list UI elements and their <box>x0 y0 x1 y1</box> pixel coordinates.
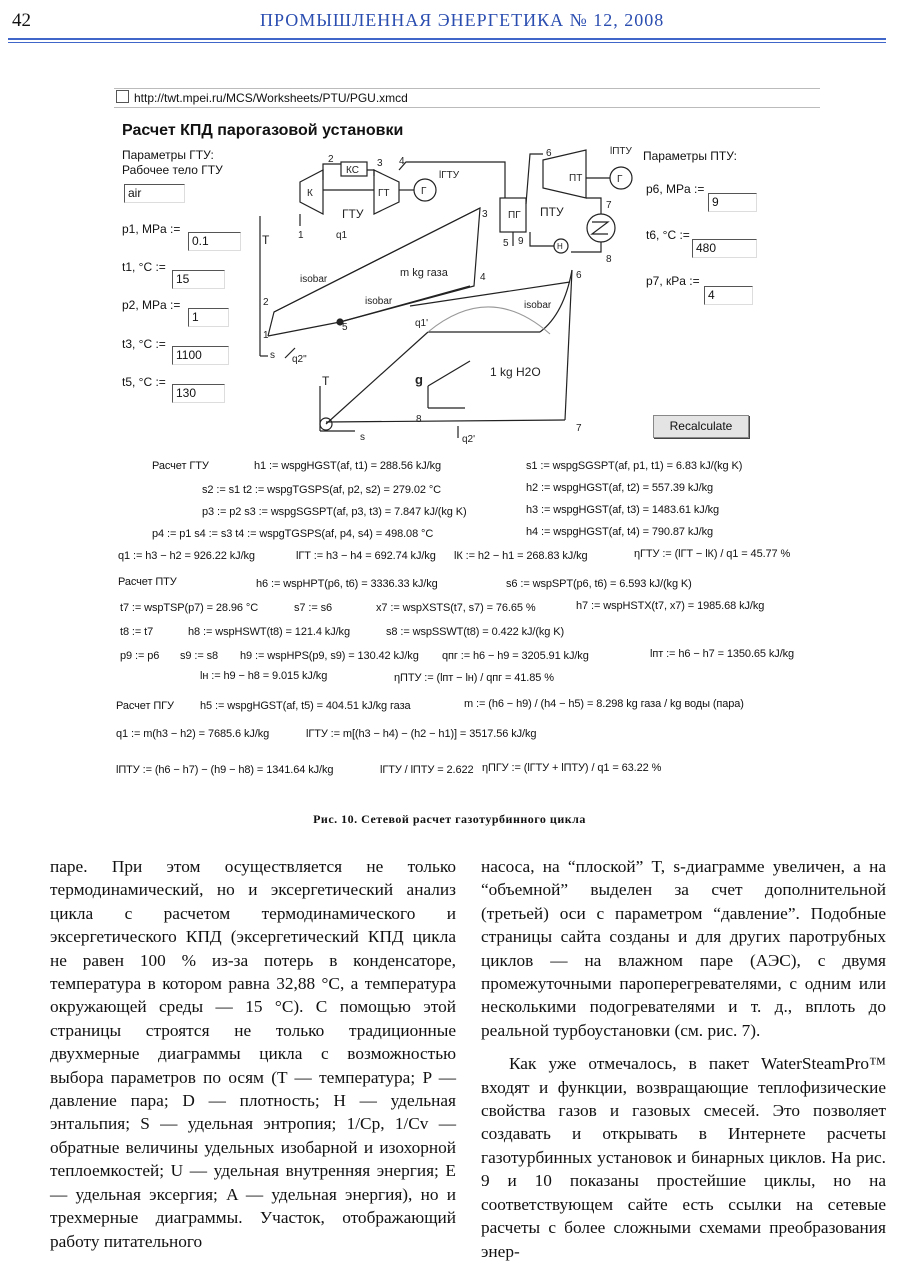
calc-line: x7 := wspXSTS(t7, s7) = 76.65 % <box>376 602 536 614</box>
calc-line: p3 := p2 s3 := wspgSGSPT(af, p3, t3) = 7.847 kJ/(kg K) <box>202 506 467 518</box>
l-ptu-label: lПТУ <box>610 146 632 157</box>
paragraph: паре. При этом осуществляется не только термодинамический, но и эксергетический анализ цикла с расчетом термодинамического и эксергетического КПД (эксергетический КПД цикла не равен 100 % из-за потерь в конденсаторе, температура в котором равна 32,88 °С, а температура окружающей среды — 15 °С). С помощью этой страницы строятся не только традиционные двухмерные диаграммы цикла с возможностью выбора параметров по осям (T — температура; P — давление пара; D — плотность; H — удельная энтальпия; S — удельная энтропия; 1/Cp, 1/Cv — обратные величины удельных изобарной и изохорной теплоемкостей; U — удельная внутренняя энергия; E — удельная эксергия; A — удельная энергия), но и трехмерные диаграммы. Участок, отображающий работу питательного <box>50 857 456 1251</box>
calc-line: h5 := wspgHGST(af, t5) = 404.51 kJ/kg газа <box>200 700 411 712</box>
calc-line: p4 := p1 s4 := s3 t4 := wspgTGSPS(af, p4, s4) = 498.08 °C <box>152 528 434 540</box>
svg-text:1: 1 <box>263 330 269 341</box>
isobar-label-2: isobar <box>365 296 393 307</box>
calc-line: s7 := s6 <box>294 602 333 614</box>
calc-line: lК := h2 − h1 = 268.83 kJ/kg <box>454 550 588 562</box>
calc-line: q1 := h3 − h2 = 926.22 kJ/kg <box>118 550 255 562</box>
t1-input[interactable]: 15 <box>172 270 225 289</box>
gtu-s-axis: s <box>270 350 275 361</box>
calc-line: q1 := m(h3 − h2) = 7685.6 kJ/kg <box>116 728 270 740</box>
calc-section-gtu: Расчет ГТУ <box>152 460 209 472</box>
m-kg-label: m kg газа <box>400 267 448 279</box>
p7-label: p7, кPa := <box>646 274 700 288</box>
calc-line: t8 := t7 <box>120 626 154 638</box>
p1-label: p1, МPa := <box>122 222 181 236</box>
svg-text:6: 6 <box>576 270 582 281</box>
calc-section-ptu: Расчет ПТУ <box>118 576 177 588</box>
svg-text:4: 4 <box>399 156 405 167</box>
q2p-label: q2' <box>462 434 476 445</box>
calc-line: s8 := wspSSWT(t8) = 0.422 kJ/(kg K) <box>386 626 565 638</box>
n-label: Н <box>557 242 563 251</box>
svg-text:4: 4 <box>480 272 486 283</box>
svg-text:6: 6 <box>546 148 552 159</box>
header-rule <box>8 38 886 40</box>
calc-section-pgu: Расчет ПГУ <box>116 700 174 712</box>
p6-input[interactable]: 9 <box>708 193 757 212</box>
svg-text:2: 2 <box>328 154 334 165</box>
gt-label: ГТ <box>378 188 390 199</box>
svg-text:3: 3 <box>377 158 383 169</box>
svg-text:5: 5 <box>342 322 348 333</box>
p2-input[interactable]: 1 <box>188 308 229 327</box>
h2o-label: 1 kg H2O <box>490 365 541 379</box>
svg-text:7: 7 <box>576 423 582 434</box>
q2pp-label: q2" <box>292 354 307 365</box>
calc-line: h3 := wspgHGST(af, t3) = 1483.61 kJ/kg <box>526 504 720 516</box>
k-label: К <box>307 188 313 199</box>
l-gtu-label: lГТУ <box>439 170 460 181</box>
calc-line: h7 := wspHSTX(t7, x7) = 1985.68 kJ/kg <box>576 600 765 612</box>
calc-line: s9 := s8 <box>180 650 219 662</box>
g1-label: Г <box>421 186 427 197</box>
svg-text:9: 9 <box>518 236 524 247</box>
svg-text:8: 8 <box>606 254 612 265</box>
t6-input[interactable]: 480 <box>692 239 757 258</box>
calc-line: ηПГУ := (lГТУ + lПТУ) / q1 = 63.22 % <box>482 762 662 774</box>
figure-title: Расчет КПД парогазовой установки <box>122 122 404 139</box>
calc-line: p9 := p6 <box>120 650 160 662</box>
p7-input[interactable]: 4 <box>704 286 753 305</box>
paragraph: Как уже отмечалось, в пакет WaterSteamPro™ входят и функции, возвращающие теплофизические свойства газов и газовых смесей. Это позволяет создавать и открывать в Интернете расчеты газотурбинных установок и бинарных циклов. На рис. 9 и 10 показаны простейшие циклы, но на соответствующем сайте есть ссылки на сетевые расчеты с более сложными схемами преобразования энер- <box>481 1054 886 1261</box>
t5-input[interactable]: 130 <box>172 384 225 403</box>
isobar-label-3: isobar <box>524 300 552 311</box>
t5-label: t5, °C := <box>122 375 166 389</box>
text-column-right <box>481 855 886 1263</box>
recalculate-button[interactable]: Recalculate <box>653 415 749 438</box>
calc-line: h4 := wspgHGST(af, t4) = 790.87 kJ/kg <box>526 526 714 538</box>
ptu-label: ПТУ <box>540 205 564 219</box>
calc-line: ηГТУ := (lГТ − lК) / q1 = 45.77 % <box>634 548 791 560</box>
calc-line: ηПТУ := (lпт − lн) / qпг = 41.85 % <box>394 672 554 684</box>
q1p-label: q1' <box>415 318 429 329</box>
figure-screenshot <box>110 86 824 786</box>
calc-line: lн := h9 − h8 = 9.015 kJ/kg <box>200 670 328 682</box>
calc-line: m := (h6 − h9) / (h4 − h5) = 8.298 kg газа / kg воды (пара) <box>464 698 744 710</box>
gtu-label: ГТУ <box>342 207 364 221</box>
ptu-T-axis: T <box>322 374 330 388</box>
t6-label: t6, °C := <box>646 228 690 242</box>
page-number: 42 <box>12 10 31 31</box>
calc-line: s6 := wspSPT(p6, t6) = 6.593 kJ/(kg K) <box>506 578 692 590</box>
gtu-params-label: Параметры ГТУ: <box>122 148 214 162</box>
calc-line: t7 := wspTSP(p7) = 28.96 °C <box>120 602 259 614</box>
text-column-left <box>50 855 456 1253</box>
pg-label: ПГ <box>508 210 521 221</box>
pt-label: ПТ <box>569 173 583 184</box>
gtu-cycle-line <box>268 208 480 336</box>
saturation-dome <box>428 307 550 334</box>
calc-line: h1 := wspgHGST(af, t1) = 288.56 kJ/kg <box>254 460 442 472</box>
calc-line: lГТ := h3 − h4 = 692.74 kJ/kg <box>296 550 436 562</box>
t3-input[interactable]: 1100 <box>172 346 229 365</box>
svg-text:8: 8 <box>416 414 422 425</box>
svg-text:5: 5 <box>503 238 509 249</box>
ptu-params-label: Параметры ПТУ: <box>643 149 737 163</box>
calc-line: s2 := s1 t2 := wspgTGSPS(af, p2, s2) = 279.02 °C <box>202 484 441 496</box>
calc-line: h6 := wspHPT(p6, t6) = 3336.33 kJ/kg <box>256 578 438 590</box>
journal-title: ПРОМЫШЛЕННАЯ ЭНЕРГЕТИКА № 12, 2008 <box>260 10 665 30</box>
header-rule-thin <box>8 42 886 43</box>
calc-line: lпт := h6 − h7 = 1350.65 kJ/kg <box>650 648 795 660</box>
calc-line: h2 := wspgHGST(af, t2) = 557.39 kJ/kg <box>526 482 714 494</box>
condenser-shape <box>587 214 615 242</box>
calc-line: lГТУ := m[(h3 − h4) − (h2 − h1)] = 3517.56 kJ/kg <box>306 728 537 740</box>
p2-label: p2, МPa := <box>122 298 181 312</box>
svg-text:1: 1 <box>298 230 304 241</box>
cycle-diagrams <box>110 86 824 446</box>
calc-line: qпг := h6 − h9 = 3205.91 kJ/kg <box>442 650 589 662</box>
p6-label: p6, МPa := <box>646 182 705 196</box>
p1-input[interactable]: 0.1 <box>188 232 241 251</box>
calc-line: h9 := wspHPS(p9, s9) = 130.42 kJ/kg <box>240 650 419 662</box>
ptu-s-axis: s <box>360 432 365 443</box>
figure-caption: Рис. 10. Сетевой расчет газотурбинного цикла <box>313 812 586 826</box>
paragraph: насоса, на “плоской” T, s-диаграмме увеличен, а на “объемной” выделен за счет дополнительной (третьей) оси с параметром “давление”. Подобные страницы сайта созданы и для других паротрубных циклов — на влажном паре (АЭС), с двумя промежуточными пароперегревателями, с одним или несколькими подогревателями и т. д., вплоть до реальной турбоустановки (см. рис. 7). <box>481 857 886 1040</box>
ks-label: КС <box>346 165 359 176</box>
isobar-label-1: isobar <box>300 274 328 285</box>
g-label: g <box>415 372 423 387</box>
calc-line: lГТУ / lПТУ = 2.622 <box>380 764 474 776</box>
calc-line: h8 := wspHSWT(t8) = 121.4 kJ/kg <box>188 626 350 638</box>
calc-line: s1 := wspgSGSPT(af, p1, t1) = 6.83 kJ/(kg K) <box>526 460 743 472</box>
ptu-heating-line <box>326 332 428 424</box>
q1-label: q1 <box>336 230 348 241</box>
g2-label: Г <box>617 174 623 185</box>
t1-label: t1, °C := <box>122 260 166 274</box>
calc-line: lПТУ := (h6 − h7) − (h9 − h8) = 1341.64 kJ/kg <box>116 764 334 776</box>
gtu-T-axis: T <box>262 233 270 247</box>
url-text: http://twt.mpei.ru/MCS/Worksheets/PTU/PGU.xmcd <box>134 91 408 105</box>
svg-text:7: 7 <box>606 200 612 211</box>
svg-text:2: 2 <box>263 297 269 308</box>
gtu-fluid-input[interactable]: air <box>124 184 185 203</box>
gtu-fluid-label: Рабочее тело ГТУ <box>122 163 223 177</box>
t3-label: t3, °C := <box>122 337 166 351</box>
svg-text:3: 3 <box>482 209 488 220</box>
